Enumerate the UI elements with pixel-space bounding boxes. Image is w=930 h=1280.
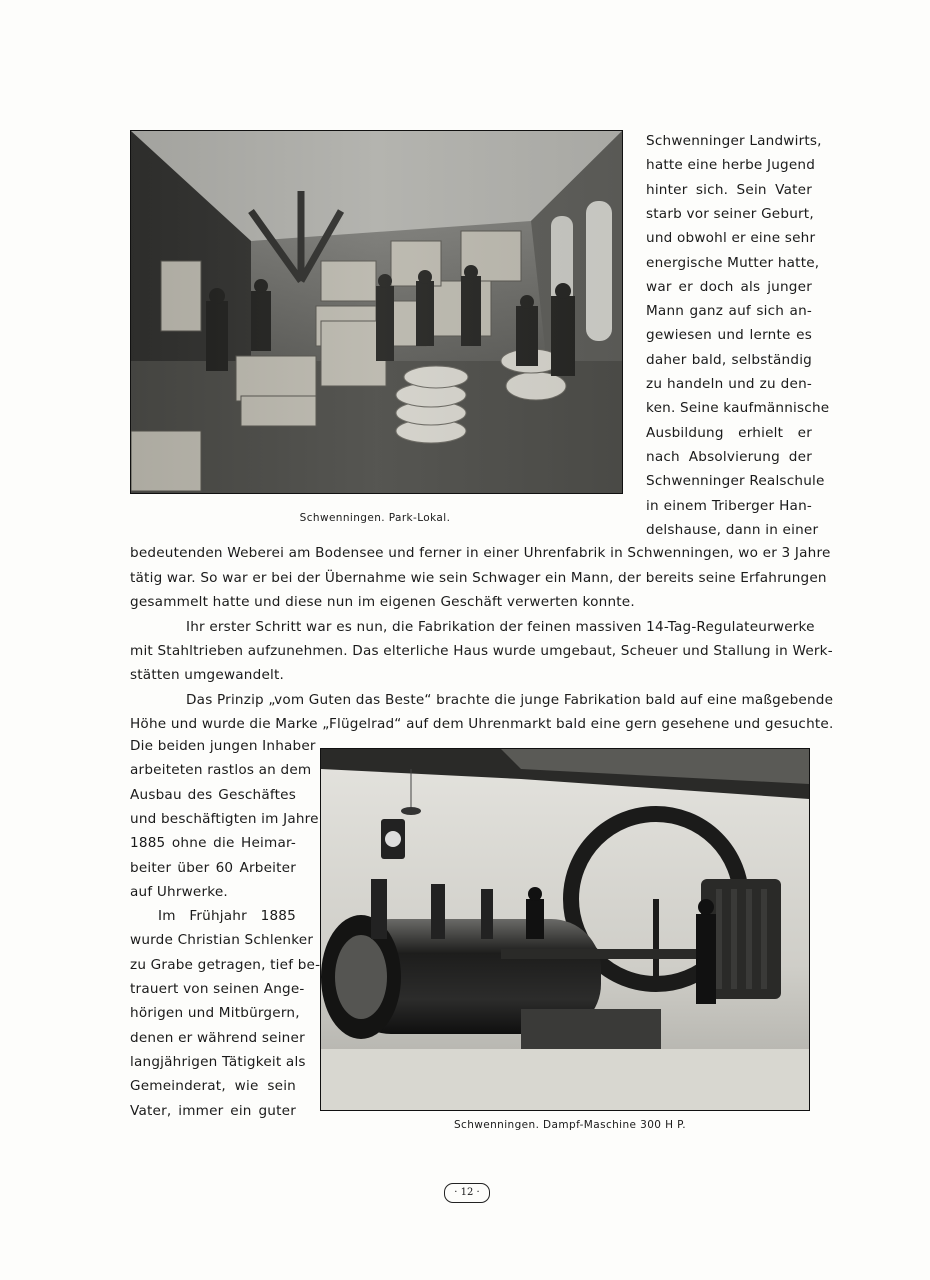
text-line: denen er während seiner xyxy=(130,1029,305,1046)
text-line: Gemeinderat, wie sein xyxy=(130,1078,296,1095)
page-number: · 12 · xyxy=(444,1183,490,1203)
text-line: stätten umgewandelt. xyxy=(130,667,285,683)
text-line: energische Mutter hatte, xyxy=(646,254,820,271)
text-line: tätig war. So war er bei der Übernahme wie sein Schwager ein Mann, der bereits seine Erfahrungen xyxy=(130,570,827,586)
text-line: nach Absolvierung der xyxy=(646,448,812,465)
text-line: und beschäftigten im Jahre xyxy=(130,810,319,827)
text-line: hatte eine herbe Jugend xyxy=(646,157,816,174)
text-line: starb vor seiner Geburt, xyxy=(646,205,814,222)
caption-dampfmaschine: Schwenningen. Dampf-Maschine 300 H P. xyxy=(453,1119,686,1131)
text-line: Schwenninger Landwirts, xyxy=(646,133,822,149)
text-line: beiter über 60 Arbeiter xyxy=(130,859,296,876)
text-line: delshause, dann in einer xyxy=(646,521,819,538)
text-line: trauert von seinen Ange- xyxy=(130,981,305,997)
text-line: zu handeln und zu den- xyxy=(646,376,812,392)
text-line: daher bald, selbständig xyxy=(646,351,812,368)
text-line: ken. Seine kaufmännische xyxy=(646,400,830,417)
warehouse-image xyxy=(131,131,622,493)
text-line: Im Frühjahr 1885 xyxy=(158,908,296,925)
text-line: Ausbau des Geschäftes xyxy=(130,786,296,803)
text-line: gesammelt hatte und diese nun im eigenen Geschäft verwerten konnte. xyxy=(130,594,635,610)
steam-engine-image xyxy=(321,749,809,1110)
text-line: zu Grabe getragen, tief be- xyxy=(130,956,321,973)
text-line: Ihr erster Schritt war es nun, die Fabrikation der feinen massiven 14-Tag-Regulateurwerke xyxy=(186,619,815,635)
text-line: Die beiden jungen Inhaber xyxy=(130,738,316,754)
text-line: und obwohl er eine sehr xyxy=(646,230,816,247)
photo-dampfmaschine xyxy=(320,748,810,1111)
text-line: Höhe und wurde die Marke „Flügelrad“ auf dem Uhrenmarkt bald eine gern gesehene und gesuchte. xyxy=(130,716,834,732)
text-line: hinter sich. Sein Vater xyxy=(646,181,812,198)
photo-park-lokal xyxy=(130,130,623,494)
text-line: mit Stahltrieben aufzunehmen. Das elterliche Haus wurde umgebaut, Scheuer und Stallung in Werk- xyxy=(130,643,833,659)
text-line: arbeiteten rastlos an dem xyxy=(130,762,312,779)
text-line: gewiesen und lernte es xyxy=(646,327,812,344)
text-line: wurde Christian Schlenker xyxy=(130,932,314,949)
caption-park-lokal: Schwenningen. Park-Lokal. xyxy=(299,512,451,524)
text-line: auf Uhrwerke. xyxy=(130,883,228,900)
text-line: Mann ganz auf sich an- xyxy=(646,303,812,320)
text-line: Das Prinzip „vom Guten das Beste“ brachte die junge Fabrikation bald auf eine maßgebende xyxy=(186,692,834,708)
text-line: in einem Triberger Han- xyxy=(646,497,812,514)
text-line: Vater, immer ein guter xyxy=(130,1102,296,1119)
text-line: bedeutenden Weberei am Bodensee und ferner in einer Uhrenfabrik in Schwenningen, wo er 3 Jahre xyxy=(130,545,831,561)
text-line: 1885 ohne die Heimar- xyxy=(130,835,296,852)
text-line: Ausbildung erhielt er xyxy=(646,424,812,441)
text-line: Schwenninger Realschule xyxy=(646,473,825,490)
text-line: langjährigen Tätigkeit als xyxy=(130,1053,306,1070)
text-line: hörigen und Mitbürgern, xyxy=(130,1005,300,1022)
text-line: war er doch als junger xyxy=(646,278,812,295)
